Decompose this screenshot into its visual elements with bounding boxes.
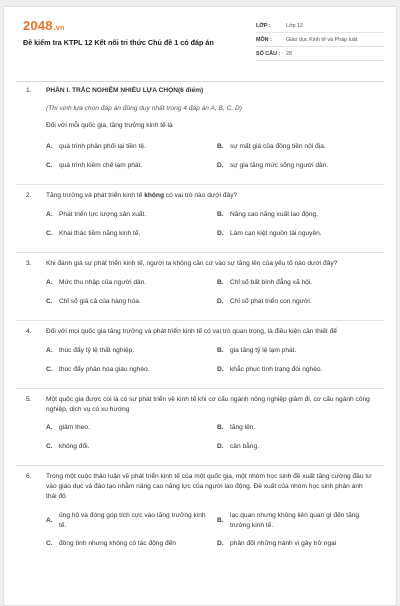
option-c[interactable] (46, 297, 217, 307)
answer-options (46, 511, 374, 559)
question-6 (4, 472, 396, 558)
option-text: thúc đẩy tỷ lệ thất nghiệp. (59, 346, 135, 354)
question-divider (16, 252, 384, 253)
option-a[interactable] (46, 278, 217, 288)
option-letter: D. (217, 162, 224, 170)
option-letter: D. (217, 365, 224, 373)
answer-options (46, 142, 374, 180)
option-text: Khai thác tiềm năng kinh tế. (59, 230, 141, 238)
option-text: tăng lên. (230, 424, 256, 432)
question-3 (4, 259, 396, 316)
info-value: Lớp 12 (286, 22, 304, 29)
answer-options (46, 210, 374, 248)
document-header (4, 7, 396, 71)
option-letter: B. (217, 516, 224, 524)
info-value: 28 (286, 50, 292, 57)
option-b[interactable] (217, 423, 367, 433)
option-letter: C. (46, 297, 53, 305)
info-value: Giáo dục Kinh tế và Pháp luật (286, 36, 358, 43)
option-d[interactable] (217, 365, 367, 375)
option-d[interactable] (217, 539, 367, 549)
option-text: gia tăng tỷ lệ lạm phát. (230, 346, 297, 354)
option-text: Mức thu nhập của người dân. (59, 278, 147, 286)
option-text: Phát triển lực lượng sản xuất. (59, 211, 147, 219)
question-number: 1. (26, 87, 32, 94)
option-letter: B. (217, 424, 224, 432)
question-stem: Đối với mỗi quốc gia, tăng trưởng kinh tế là (46, 121, 173, 129)
option-text: lạc quan nhưng không liên quan gì đến tăng trưởng kinh tế. (230, 511, 360, 529)
option-letter: D. (217, 230, 224, 238)
option-a[interactable] (46, 142, 217, 152)
option-b[interactable] (217, 511, 367, 531)
info-row-class (256, 19, 384, 33)
part-instruction: (Thí sinh lựa chọn đáp án đúng duy nhất trong 4 đáp án A, B, C, D) (46, 104, 243, 112)
question-divider (16, 465, 384, 466)
option-text: khắc phục tình trạng đói nghèo. (230, 365, 323, 373)
option-letter: D. (217, 540, 224, 548)
option-text: quá trình kiềm chế lạm phát. (59, 162, 143, 170)
option-letter: B. (217, 278, 224, 286)
option-letter: B. (217, 211, 224, 219)
option-text: đồng tình nhưng không có tác động đến (59, 540, 176, 548)
option-text: Làm cạn kiệt nguồn tài nguyên. (230, 230, 322, 238)
option-letter: A. (46, 278, 53, 286)
option-letter: C. (46, 162, 53, 170)
option-text: ủng hộ và đóng góp tích cực vào tăng trưởng kinh tế. (59, 511, 206, 529)
question-4 (4, 327, 396, 384)
option-b[interactable] (217, 346, 367, 356)
logo-suffix: .vn (53, 25, 65, 32)
option-text: thúc đẩy phân hóa giàu nghèo. (59, 365, 150, 373)
option-b[interactable] (217, 278, 367, 288)
stem-text: có vai trò nào dưới đây? (163, 192, 238, 200)
option-d[interactable] (217, 442, 367, 452)
option-letter: B. (217, 346, 224, 354)
option-c[interactable] (46, 539, 217, 549)
question-number: 2. (26, 192, 32, 200)
option-text: Chỉ số giá cả của hàng hóa. (59, 297, 141, 305)
header-divider (16, 81, 384, 82)
info-key: LỚP : (256, 22, 271, 29)
option-c[interactable] (46, 229, 217, 239)
question-number: 6. (26, 473, 32, 481)
question-5 (4, 395, 396, 462)
question-divider (16, 320, 384, 321)
option-d[interactable] (217, 161, 367, 171)
option-letter: C. (46, 540, 53, 548)
option-a[interactable] (46, 423, 217, 433)
option-letter: B. (217, 143, 224, 151)
option-letter: A. (46, 516, 53, 524)
info-row-count (256, 47, 384, 61)
question-list (4, 86, 396, 558)
question-stem: Một quốc gia được coi là có sự phát triển về kinh tế khi cơ cấu ngành nông nghiệp giảm đi, cơ cấu ngành công nghiệp, dịch vụ có xu hướng (46, 395, 370, 413)
option-text: Chỉ số bất bình đẳng xã hội. (230, 278, 313, 286)
option-d[interactable] (217, 229, 367, 239)
option-letter: D. (217, 297, 224, 305)
question-stem: Trong một cuộc thảo luận về phát triển kinh tế của một quốc gia, một nhóm học sinh đề xuất tăng cường đầu tư vào giáo dục và đào tạo nhằm nâng cao năng lực của người lao động. Đề xuất của nhóm học sinh phản ánh thái độ (46, 473, 372, 500)
question-number: 4. (26, 327, 32, 335)
option-text: Nâng cao năng xuất lao động. (230, 211, 318, 219)
option-c[interactable] (46, 365, 217, 375)
question-number: 3. (26, 260, 32, 268)
option-c[interactable] (46, 161, 217, 171)
option-a[interactable] (46, 511, 217, 531)
answer-options (46, 346, 374, 384)
option-letter: C. (46, 443, 53, 451)
option-b[interactable] (217, 142, 367, 152)
option-text: cân bằng. (230, 443, 259, 451)
option-text: quá trình phân phối lại tiền tệ. (59, 143, 146, 151)
option-text: sự gia tăng mức sống người dân. (230, 162, 329, 170)
question-stem (46, 191, 374, 201)
option-letter: A. (46, 424, 53, 432)
option-letter: D. (217, 443, 224, 451)
question-stem: Khi đánh giá sự phát triển kinh tế, người ta không căn cứ vào sự tăng lên của yếu tố nào dưới đây? (46, 260, 338, 268)
option-d[interactable] (217, 297, 367, 307)
option-text: giảm theo. (59, 424, 90, 432)
question-number: 5. (26, 395, 32, 403)
answer-options (46, 423, 374, 461)
option-letter: C. (46, 230, 53, 238)
info-table (256, 19, 384, 61)
site-logo[interactable] (23, 18, 64, 33)
info-row-subject (256, 33, 384, 47)
document-page (3, 6, 397, 606)
option-b[interactable] (217, 210, 367, 220)
document-title: Đề kiểm tra KTPL 12 Kết nối tri thức Chủ đề 1 có đáp án (23, 38, 214, 47)
info-key: MÔN : (256, 36, 272, 43)
option-text: Chỉ số phát triển con người. (230, 297, 312, 305)
option-text: không đổi. (59, 443, 90, 451)
option-a[interactable] (46, 346, 217, 356)
question-divider (16, 184, 384, 185)
question-divider (16, 388, 384, 389)
option-letter: C. (46, 365, 53, 373)
logo-main: 2048 (23, 18, 53, 33)
option-text: phản đối những hành vi gây trở ngại (230, 540, 337, 548)
question-stem: Đối với mọi quốc gia tăng trưởng và phát triển kinh tế có vai trò quan trọng, là điều kiện cần thiết để (46, 327, 337, 335)
option-letter: A. (46, 346, 53, 354)
stem-text: Tăng trưởng và phát triển kinh tế (46, 192, 145, 200)
option-letter: A. (46, 211, 53, 219)
answer-options (46, 278, 374, 316)
part-title: PHẦN I. TRẮC NGHIỆM NHIỀU LỰA CHỌN(6 điểm) (46, 87, 204, 94)
option-c[interactable] (46, 442, 217, 452)
option-a[interactable] (46, 210, 217, 220)
stem-emphasis: không (144, 192, 164, 200)
question-1 (4, 86, 396, 180)
info-key: SỐ CÂU : (256, 50, 281, 57)
option-letter: A. (46, 143, 53, 151)
option-text: sự mất giá của đồng tiền nội địa. (230, 143, 326, 151)
question-2 (4, 191, 396, 248)
